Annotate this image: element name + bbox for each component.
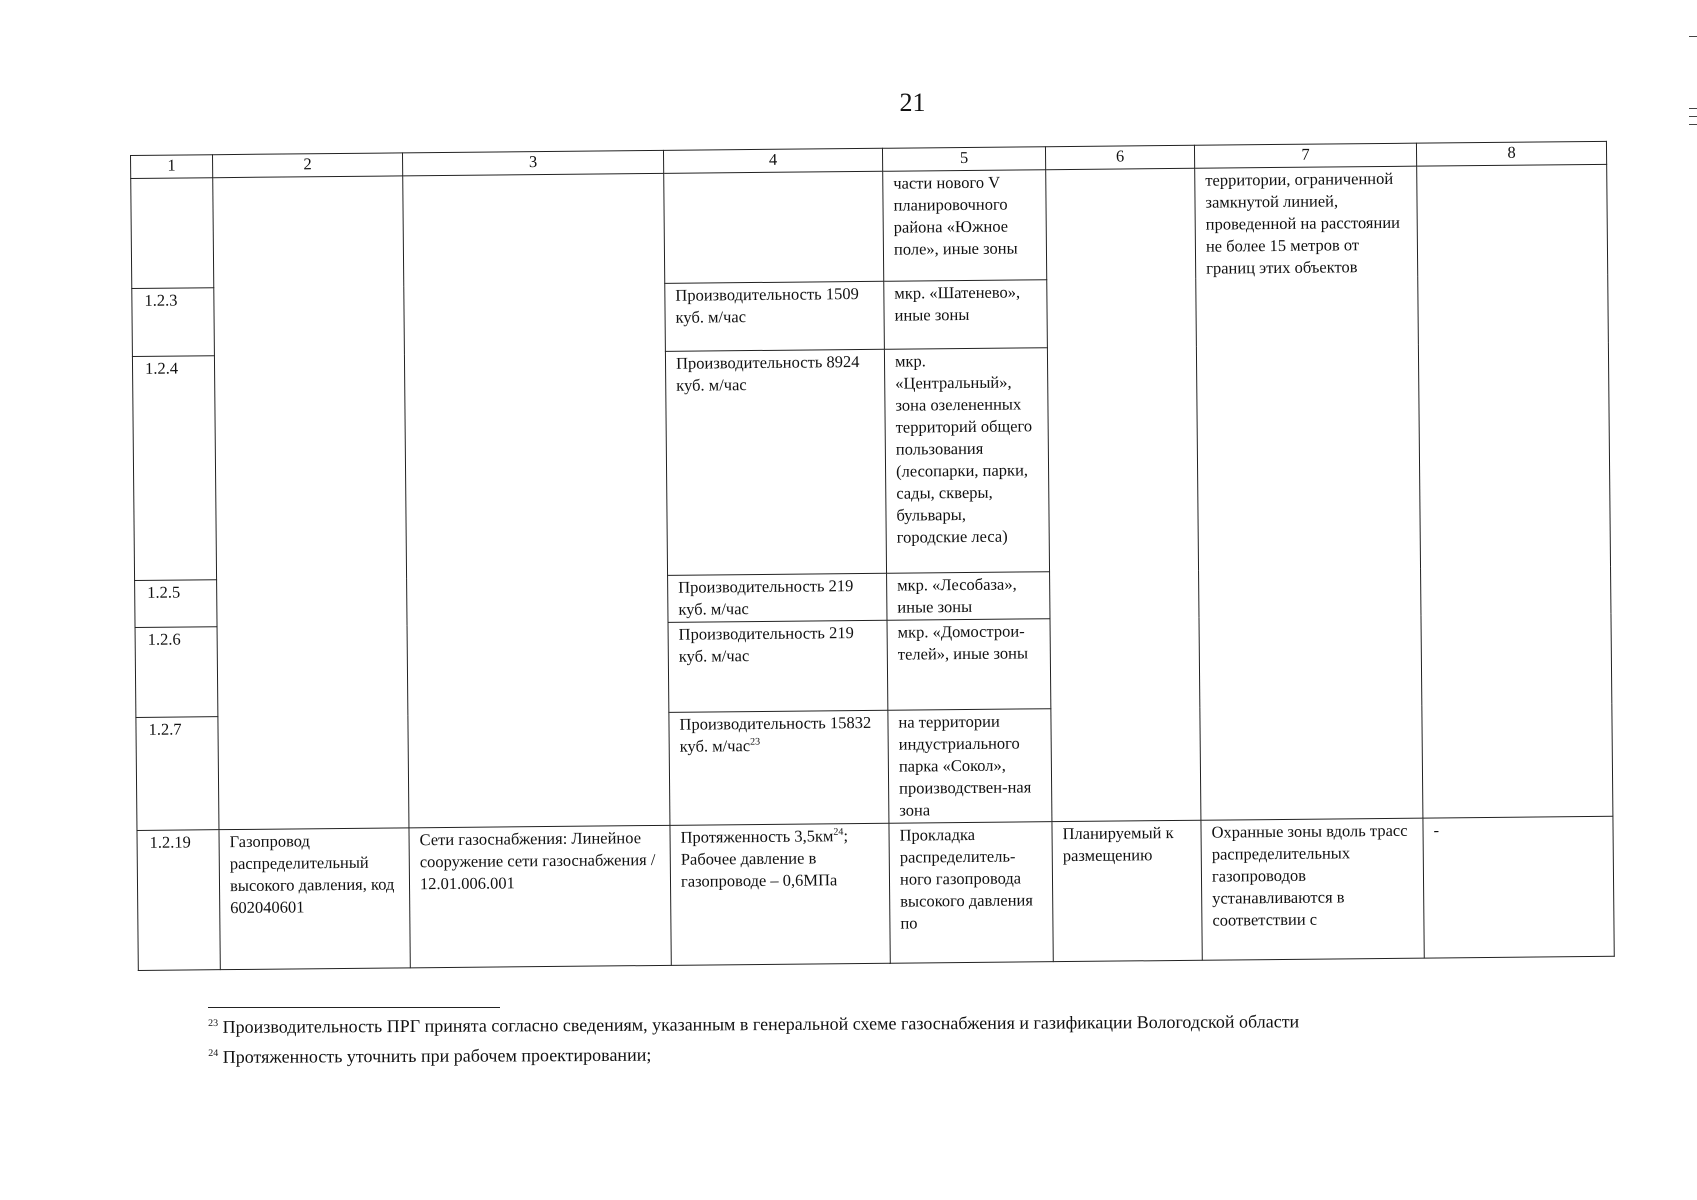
- edge-mark: [1689, 124, 1697, 125]
- header-cell: 8: [1416, 141, 1606, 166]
- footnote: [208, 1036, 1299, 1072]
- footnote-ref: 24: [833, 826, 844, 838]
- cell-col5: мкр. «Шатенево», иные зоны: [884, 280, 1048, 350]
- cell-col5: части нового V планировочного района «Южное поле», иные зоны: [883, 170, 1047, 282]
- cell-col5: Прокладка распределитель-ного газопровода высокого давления по: [889, 822, 1053, 964]
- cell-col3: Сети газоснабжения: Линейное сооружение сети газоснабжения / 12.01.006.001: [409, 825, 671, 967]
- header-cell: 1: [131, 155, 213, 179]
- footnotes: [208, 1006, 1299, 1072]
- cell-col4: [670, 823, 890, 965]
- cell-num: 1.2.3: [132, 288, 215, 357]
- edge-mark: [1689, 108, 1697, 109]
- cell-col7: Охранные зоны вдоль трасс распределительных газопроводов устанавливаются в соответствии с: [1201, 818, 1424, 960]
- footnote-mark: 24: [208, 1047, 219, 1059]
- edge-mark: [1689, 116, 1697, 117]
- cell-col4: Производительность 219 куб. м/час: [668, 573, 887, 622]
- footnote-separator: [208, 1007, 500, 1008]
- cell-col3-merged: [403, 173, 670, 827]
- header-cell: 2: [213, 153, 403, 178]
- cell-num: 1.2.5: [135, 580, 217, 628]
- cell-col5: мкр. «Домострои-телей», иные зоны: [887, 619, 1051, 711]
- header-cell: 3: [402, 150, 663, 176]
- cell-num: 1.2.19: [137, 830, 220, 971]
- page-number: 21: [899, 88, 926, 117]
- cell-col4: Производительность 8924 куб. м/час: [665, 349, 886, 575]
- cell-col4-punct: ;: [843, 826, 849, 846]
- data-table: [130, 141, 1615, 971]
- cell-col8: -: [1423, 816, 1614, 958]
- cell-num: 1.2.6: [135, 627, 218, 718]
- footnote-text: Производительность ПРГ принята согласно сведениям, указанным в генеральной схеме газоснабжения и газификации Вологодской области: [222, 1011, 1300, 1037]
- header-cell: 6: [1045, 145, 1194, 169]
- scan-edge-marks: [1689, 0, 1697, 200]
- cell-num: [131, 178, 214, 289]
- cell-col8-merged: [1417, 164, 1613, 818]
- cell-col5: мкр. «Лесобаза», иные зоны: [887, 572, 1050, 621]
- edge-mark: [1689, 36, 1697, 37]
- cell-col4: [669, 710, 889, 825]
- footnote-ref: 23: [750, 736, 761, 748]
- header-cell: 5: [882, 147, 1045, 172]
- cell-col4-text: Производительность 15832 куб. м/час: [679, 712, 872, 756]
- footnote-text: Протяженность уточнить при рабочем проектировании;: [222, 1044, 652, 1067]
- cell-col4: Производительность 1509 куб. м/час: [665, 281, 885, 351]
- table-row: [137, 816, 1614, 970]
- header-cell: 4: [663, 148, 882, 173]
- header-cell: 7: [1194, 143, 1416, 168]
- cell-col4: Производительность 219 куб. м/час: [668, 620, 888, 712]
- cell-col4: [664, 171, 884, 283]
- cell-col7-merged: территории, ограниченной замкнутой линией, проведенной на расстоянии не более 15 метров от границ этих объектов: [1195, 166, 1423, 820]
- cell-num: 1.2.7: [136, 717, 219, 831]
- cell-col4-text: Протяженность 3,5км: [680, 826, 834, 847]
- cell-col2-merged: [213, 176, 409, 830]
- cell-col2: Газопровод распределительный высокого давления, код 602040601: [219, 828, 410, 970]
- table-row-continuation: [131, 164, 1608, 288]
- footnote: [208, 1006, 1299, 1042]
- footnote-mark: 23: [208, 1017, 219, 1029]
- cell-col5: на территории индустриального парка «Сокол», производствен-ная зона: [888, 709, 1052, 824]
- cell-col6: Планируемый к размещению: [1052, 820, 1202, 961]
- cell-col4-text-2: Рабочее давление в газопроводе – 0,6МПа: [680, 848, 838, 891]
- cell-col5: мкр. «Центральный», зона озелененных территорий общего пользования (лесопарки, парки, сады, скверы, бульвары, городские леса): [884, 348, 1049, 574]
- cell-num: 1.2.4: [132, 356, 216, 581]
- cell-col6-merged: [1046, 168, 1201, 821]
